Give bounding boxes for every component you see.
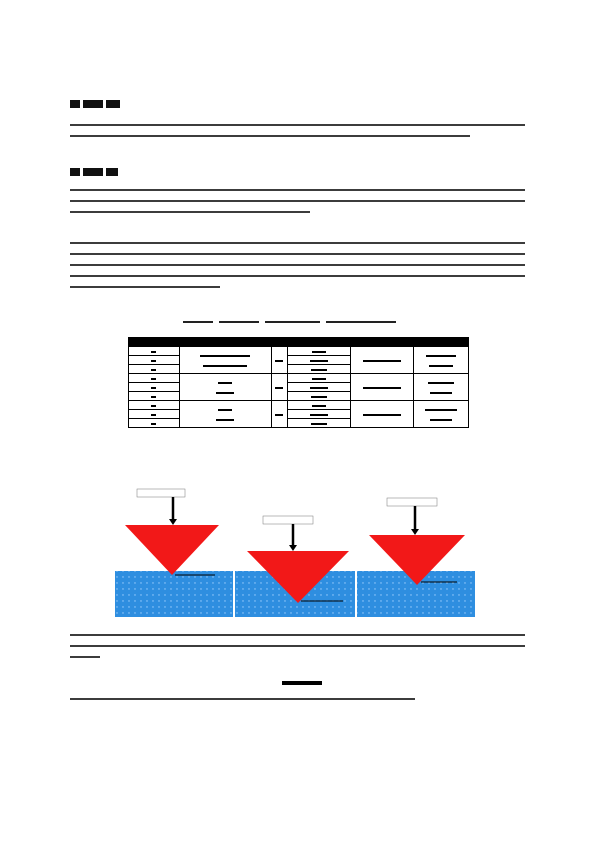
- indenter-triangle: [125, 525, 219, 575]
- section-2-paragraph-2: [70, 233, 525, 297]
- section-2-paragraph-3: [70, 625, 525, 667]
- table-row: [129, 374, 469, 383]
- centered-title: [282, 681, 322, 685]
- section-1-text: [70, 115, 525, 146]
- section-2-heading: [70, 168, 118, 179]
- section-1-heading: [70, 100, 120, 111]
- table-row: [129, 347, 469, 356]
- final-line: [70, 689, 525, 709]
- specimen-block: [115, 571, 233, 617]
- spec-table: [128, 337, 469, 428]
- table-row: [129, 401, 469, 410]
- indentation-figure: [115, 485, 475, 617]
- table-caption: [183, 318, 413, 326]
- section-2-paragraph-1: [70, 180, 525, 222]
- table-header-row: [129, 338, 469, 347]
- indenter-1: [125, 489, 219, 575]
